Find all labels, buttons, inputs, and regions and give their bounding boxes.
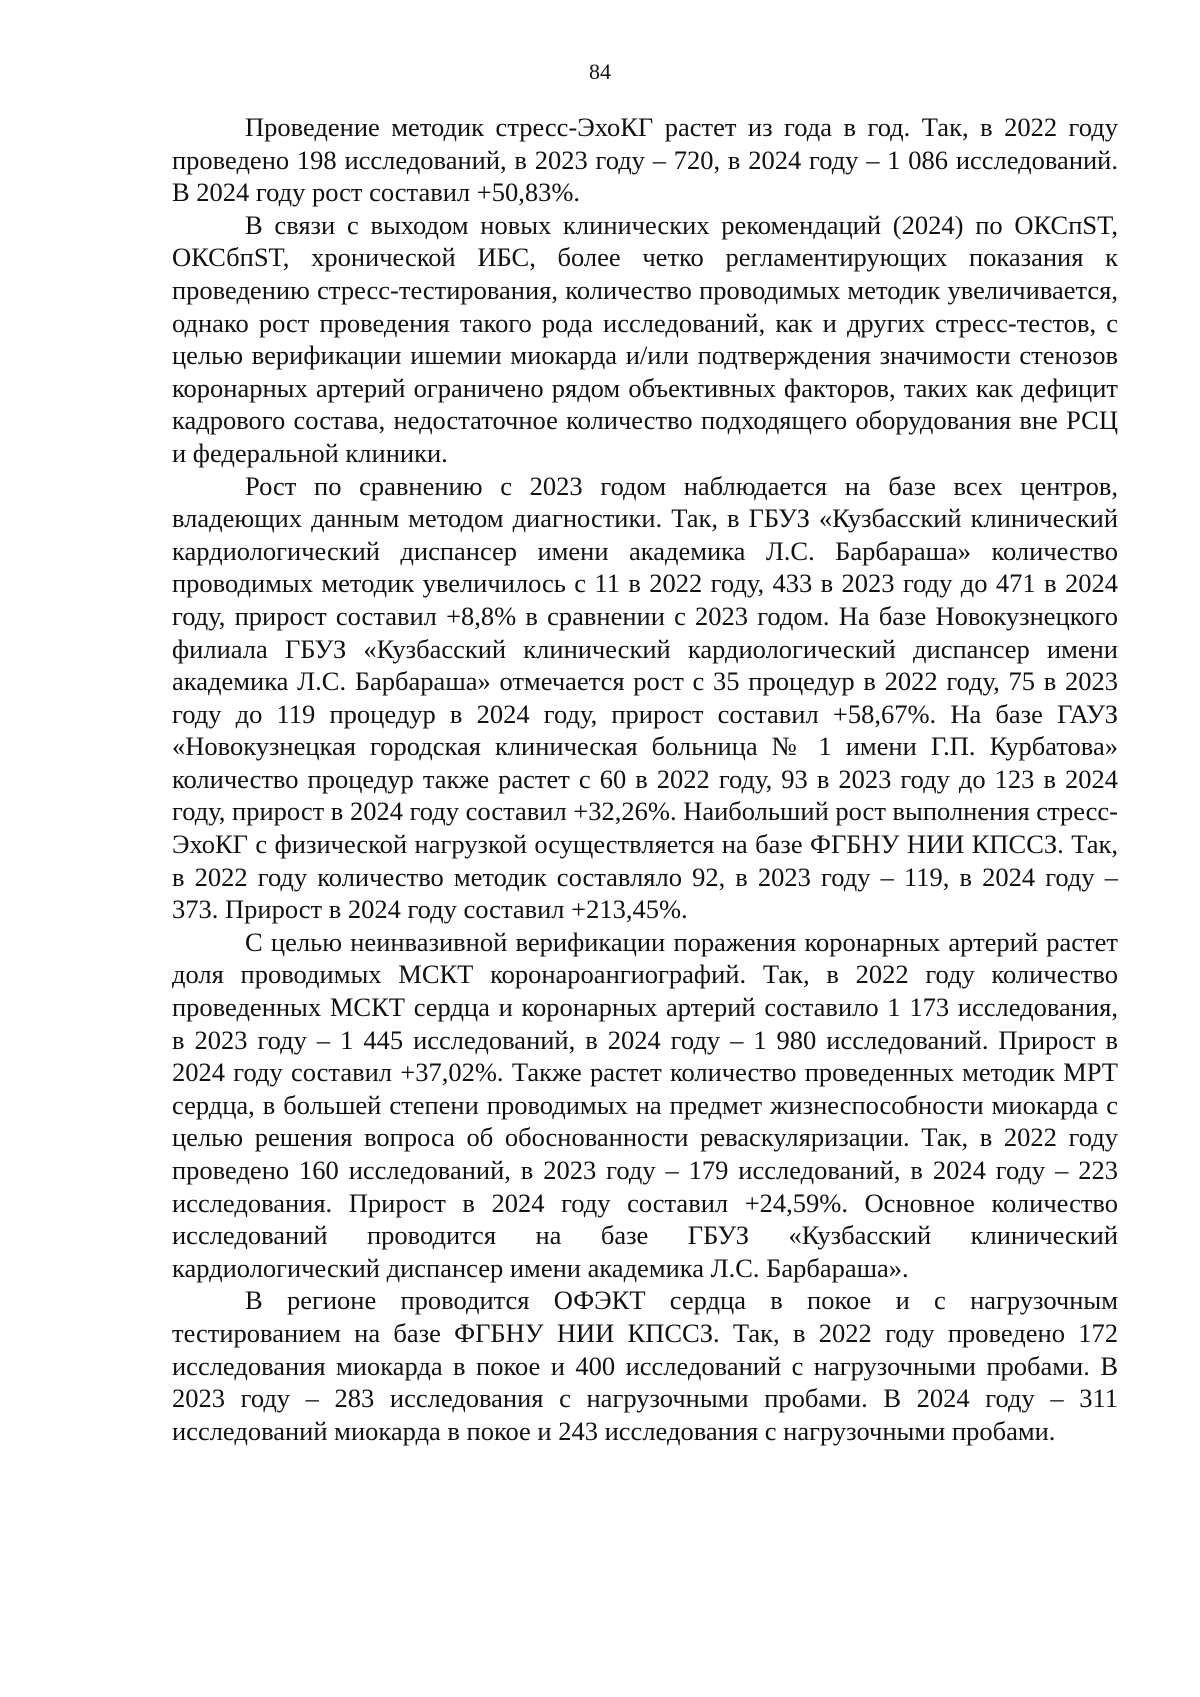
paragraph-centers-growth: Рост по сравнению с 2023 годом наблюдается на базе всех центров, владеющих данным методом диагностики. Так, в ГБУЗ «Кузбасский клинический кардиологический диспансер имени академика Л.С. Барбараша» количество проводимых методик увеличилось с 11 в 2022 году, 433 в 2023 году до 471 в 2024 году, прирост составил +8,8% в сравнении с 2023 годом. На базе Новокузнецкого филиала ГБУЗ «Кузбасский клинический кардиологический диспансер имени академика Л.С. Барбараша» отмечается рост с 35 процедур в 2022 году, 75 в 2023 году до 119 процедур в 2024 году, прирост составил +58,67%. На базе ГАУЗ «Новокузнецкая городская клиническая больница № 1 имени Г.П. Курбатова» количество процедур также растет с 60 в 2022 году, 93 в 2023 году до 123 в 2024 году, прирост в 2024 году составил +32,26%. Наибольший рост выполнения стресс-ЭхоКГ с физической нагрузкой осуществляется на базе ФГБНУ НИИ КПССЗ. Так, в 2022 году количество методик составляло 92, в 2023 году – 119, в 2024 году – 373. Прирост в 2024 году составил +213,45%.: [172, 470, 1118, 925]
paragraph-stress-echo-growth: Проведение методик стресс-ЭхоКГ растет из года в год. Так, в 2022 году проведено 198 исследований, в 2023 году – 720, в 2024 году – 1 086 исследований. В 2024 году рост составил +50,83%.: [172, 112, 1118, 208]
paragraph-msct-mri: С целью неинвазивной верификации поражения коронарных артерий растет доля проводимых МСКТ коронароангиографий. Так, в 2022 году количество проведенных МСКТ сердца и коронарных артерий составило 1 173 исследования, в 2023 году – 1 445 исследований, в 2024 году – 1 980 исследований. Прирост в 2024 году составил +37,02%. Также растет количество проведенных методик МРТ сердца, в большей степени проводимых на предмет жизнеспособности миокарда с целью решения вопроса об обоснованности реваскуляризации. Так, в 2022 году проведено 160 исследований, в 2023 году – 179 исследований, в 2024 году – 223 исследования. Прирост в 2024 году составил +24,59%. Основное количество исследований проводится на базе ГБУЗ «Кузбасский клинический кардиологический диспансер имени академика Л.С. Барбараша».: [172, 926, 1118, 1283]
page-number: 84: [589, 59, 611, 84]
paragraph-spect: В регионе проводится ОФЭКТ сердца в покое и с нагрузочным тестированием на базе ФГБНУ НИИ КПССЗ. Так, в 2022 году проведено 172 исследования миокарда в покое и 400 исследований с нагрузочными пробами. В 2023 году – 283 исследования с нагрузочными пробами. В 2024 году – 311 исследований миокарда в покое и 243 исследования с нагрузочными пробами.: [172, 1285, 1118, 1446]
document-body: [172, 111, 1118, 1447]
paragraph-clinical-guidelines: В связи с выходом новых клинических рекомендаций (2024) по ОКСпST, ОКСбпST, хронической ИБС, более четко регламентирующих показания к проведению стресс-тестирования, количество проводимых методик увеличивается, однако рост проведения такого рода исследований, как и других стресс-тестов, с целью верификации ишемии миокарда и/или подтверждения значимости стенозов коронарных артерий ограничено рядом объективных факторов, таких как дефицит кадрового состава, недостаточное количество подходящего оборудования вне РСЦ и федеральной клиники.: [172, 209, 1118, 468]
